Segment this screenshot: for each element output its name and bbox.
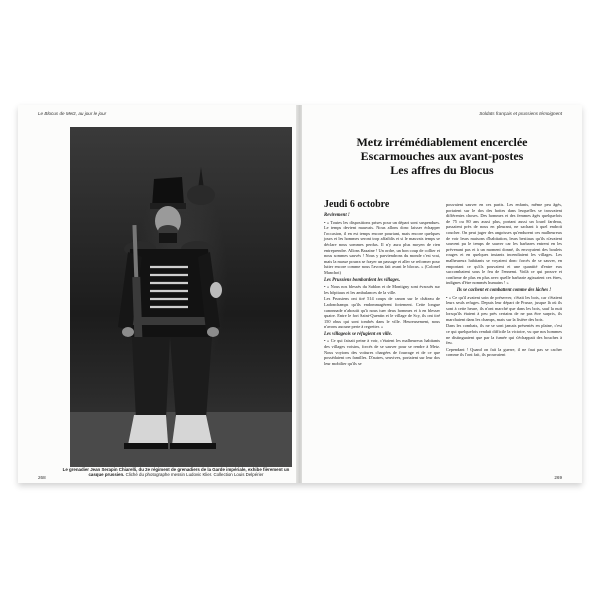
column-2-paragraph-3: Dans les combats, ils ne se sont jamais présentés en plaine, c'est ce qui quelquefois rendait difficile la victoire, vu que nos hommes ne distinguaient que par la fumée qui s'échappait des bouches à feu. — [446, 323, 562, 346]
right-page-number: 269 — [554, 475, 562, 480]
column-1-paragraph-3: Les Prussiens ont tiré 514 coups de canon sur le château de Ladonchamps qu'ils endommagèrent fortement. Cette longue canonnade n'aboutit qu'à nous tuer deux hommes et à en blesser quatre. Entre le fort Saint-Quentin et le village de Scy, ils ont tiré 150 obus qui sont tombés dans le ville. Heureusement, nous n'avons aucune perte à regretter. » — [324, 296, 440, 330]
column-2-paragraph-2: • « Ce qu'il avaient soin de préserver, c'était les bois, car c'étaient leurs seuls refuges. Depuis leur départ de Prusse, jusque là où ils sont à cette heure, ils n'ont marché que dans les bois, sauf la nuit lorsqu'ils étaient à peu près certains de ne pas être surpris, ils marchaient dans les champs, mais sur la lisière des bois. — [446, 294, 562, 322]
column-2-subhead-1: Ils se cachent et combattent comme des lâches ! — [456, 287, 552, 293]
chapter-title-line-1: Metz irrémédiablement encerclée — [356, 135, 528, 149]
caption-bold-text: Le grenadier Jean Serapin Chiarelli, du 2e régiment de grenadiers de la Garde impériale, exhibe fièrement un casque prussien. — [62, 467, 290, 478]
column-1-subhead-1: Revirement ! — [324, 213, 350, 218]
photo-caption — [58, 467, 294, 478]
left-page-number: 268 — [38, 475, 46, 480]
column-2-paragraph-1: pouvaient sauver en ces partis. Les enfants, même peu âgés, portaient sur le dos des hottes dans lesquelles se trouvaient différentes choses. Des hommes et des femmes âgés quelquefois de 75 ou 80 ans aussi plus, portant aussi un lourd fardeau, passaient près de nous en pleurant, ne sachant à quel endroit coucher. On peut juger des angoisses qu'endurent ces malheureux de voir leurs maisons d'habitation, leurs bestiaux qu'ils n'avaient souvent pu le temps de sauver car les barbares entrent en les prévenant pas et à un moment donné, ils envoyaient des boulets rouges et en quelques instants incendiaient les villages. Les malheureux habitants se voyaient donc forcés de se sauver, en emportant ce qu'ils pouvaient et une quantité d'entre eux succombaient sous le feu de l'ennemi. Voilà ce qui prouve et confirme de plus en plus avec quelle barbarie agissaient ces êtres, indignes d'être nommés humains ! » — [446, 202, 562, 286]
right-running-head: Soldats français et prussiens témoignent — [479, 111, 562, 116]
text-column-1 — [324, 199, 440, 367]
book-spread — [18, 105, 582, 483]
grenadier-photograph — [70, 127, 292, 467]
text-column-2 — [446, 202, 562, 359]
column-2-paragraph-4: Cependant ! Quand on fait la guerre, il ne faut pas se cacher comme ils l'ont fait, ils prouvaient — [446, 346, 562, 358]
soldier-figure-image — [70, 127, 292, 467]
chapter-title-line-2: Escarmouches aux avant-postes — [360, 149, 524, 163]
left-running-head: Le Blocus de Metz, au jour le jour — [38, 111, 107, 116]
column-1-subhead-3: Les villageois se réfugient en ville. — [324, 331, 392, 337]
chapter-title-line-3: Les affres du Blocus — [390, 163, 494, 177]
caption-credit-text: Cliché du photographe messin Ludovic Klier. Collection Louis Delpérier — [125, 472, 264, 478]
column-1-subhead-2: Les Prussiens bombardent les villages. — [324, 277, 401, 283]
column-1-paragraph-2: • « Nous nos blessés du Sablon et de Montigny sont évacués sur les hôpitaux et les ambulances de la ville. — [324, 284, 440, 295]
chapter-title — [324, 135, 560, 177]
column-1-paragraph-1: • « Toutes les dispositions prises pour un départ sont suspendues. Le temps devient mauvais. Nous allons donc laisser échapper l'occasion, il en est temps encore pourtant, mais encore quelques jours et les hommes seront trop affaiblis et si le mauvais temps se déclare nous sommes perdus. Il n'y aura plus moyen de rien entreprendre. Allons Bazaine ! Un ordre, un bon coup de collier et nous sommes sauvés ! Nous y parviendrons du monde c'est vrai, mais la masse pourra se frayer un passage et aller se reformer pour lutter encore comme nous l'avons fait avant le blocus. » (Colonel Manchot) — [324, 219, 440, 275]
right-page — [302, 105, 582, 483]
column-1-paragraph-4: • « Ce qui faisait peine à voir, c'étaient les malheureux habitants des villages voisins, forcés de se sauver pour se rendre à Metz. Nous voyions des voitures chargées de fourrage et de ce que possédaient ces familles. D'autres, seuvives, portaient sur leur dos leur mobilier qu'ils se — [324, 338, 440, 366]
date-heading: Jeudi 6 octobre — [324, 199, 390, 210]
left-page — [18, 105, 298, 483]
